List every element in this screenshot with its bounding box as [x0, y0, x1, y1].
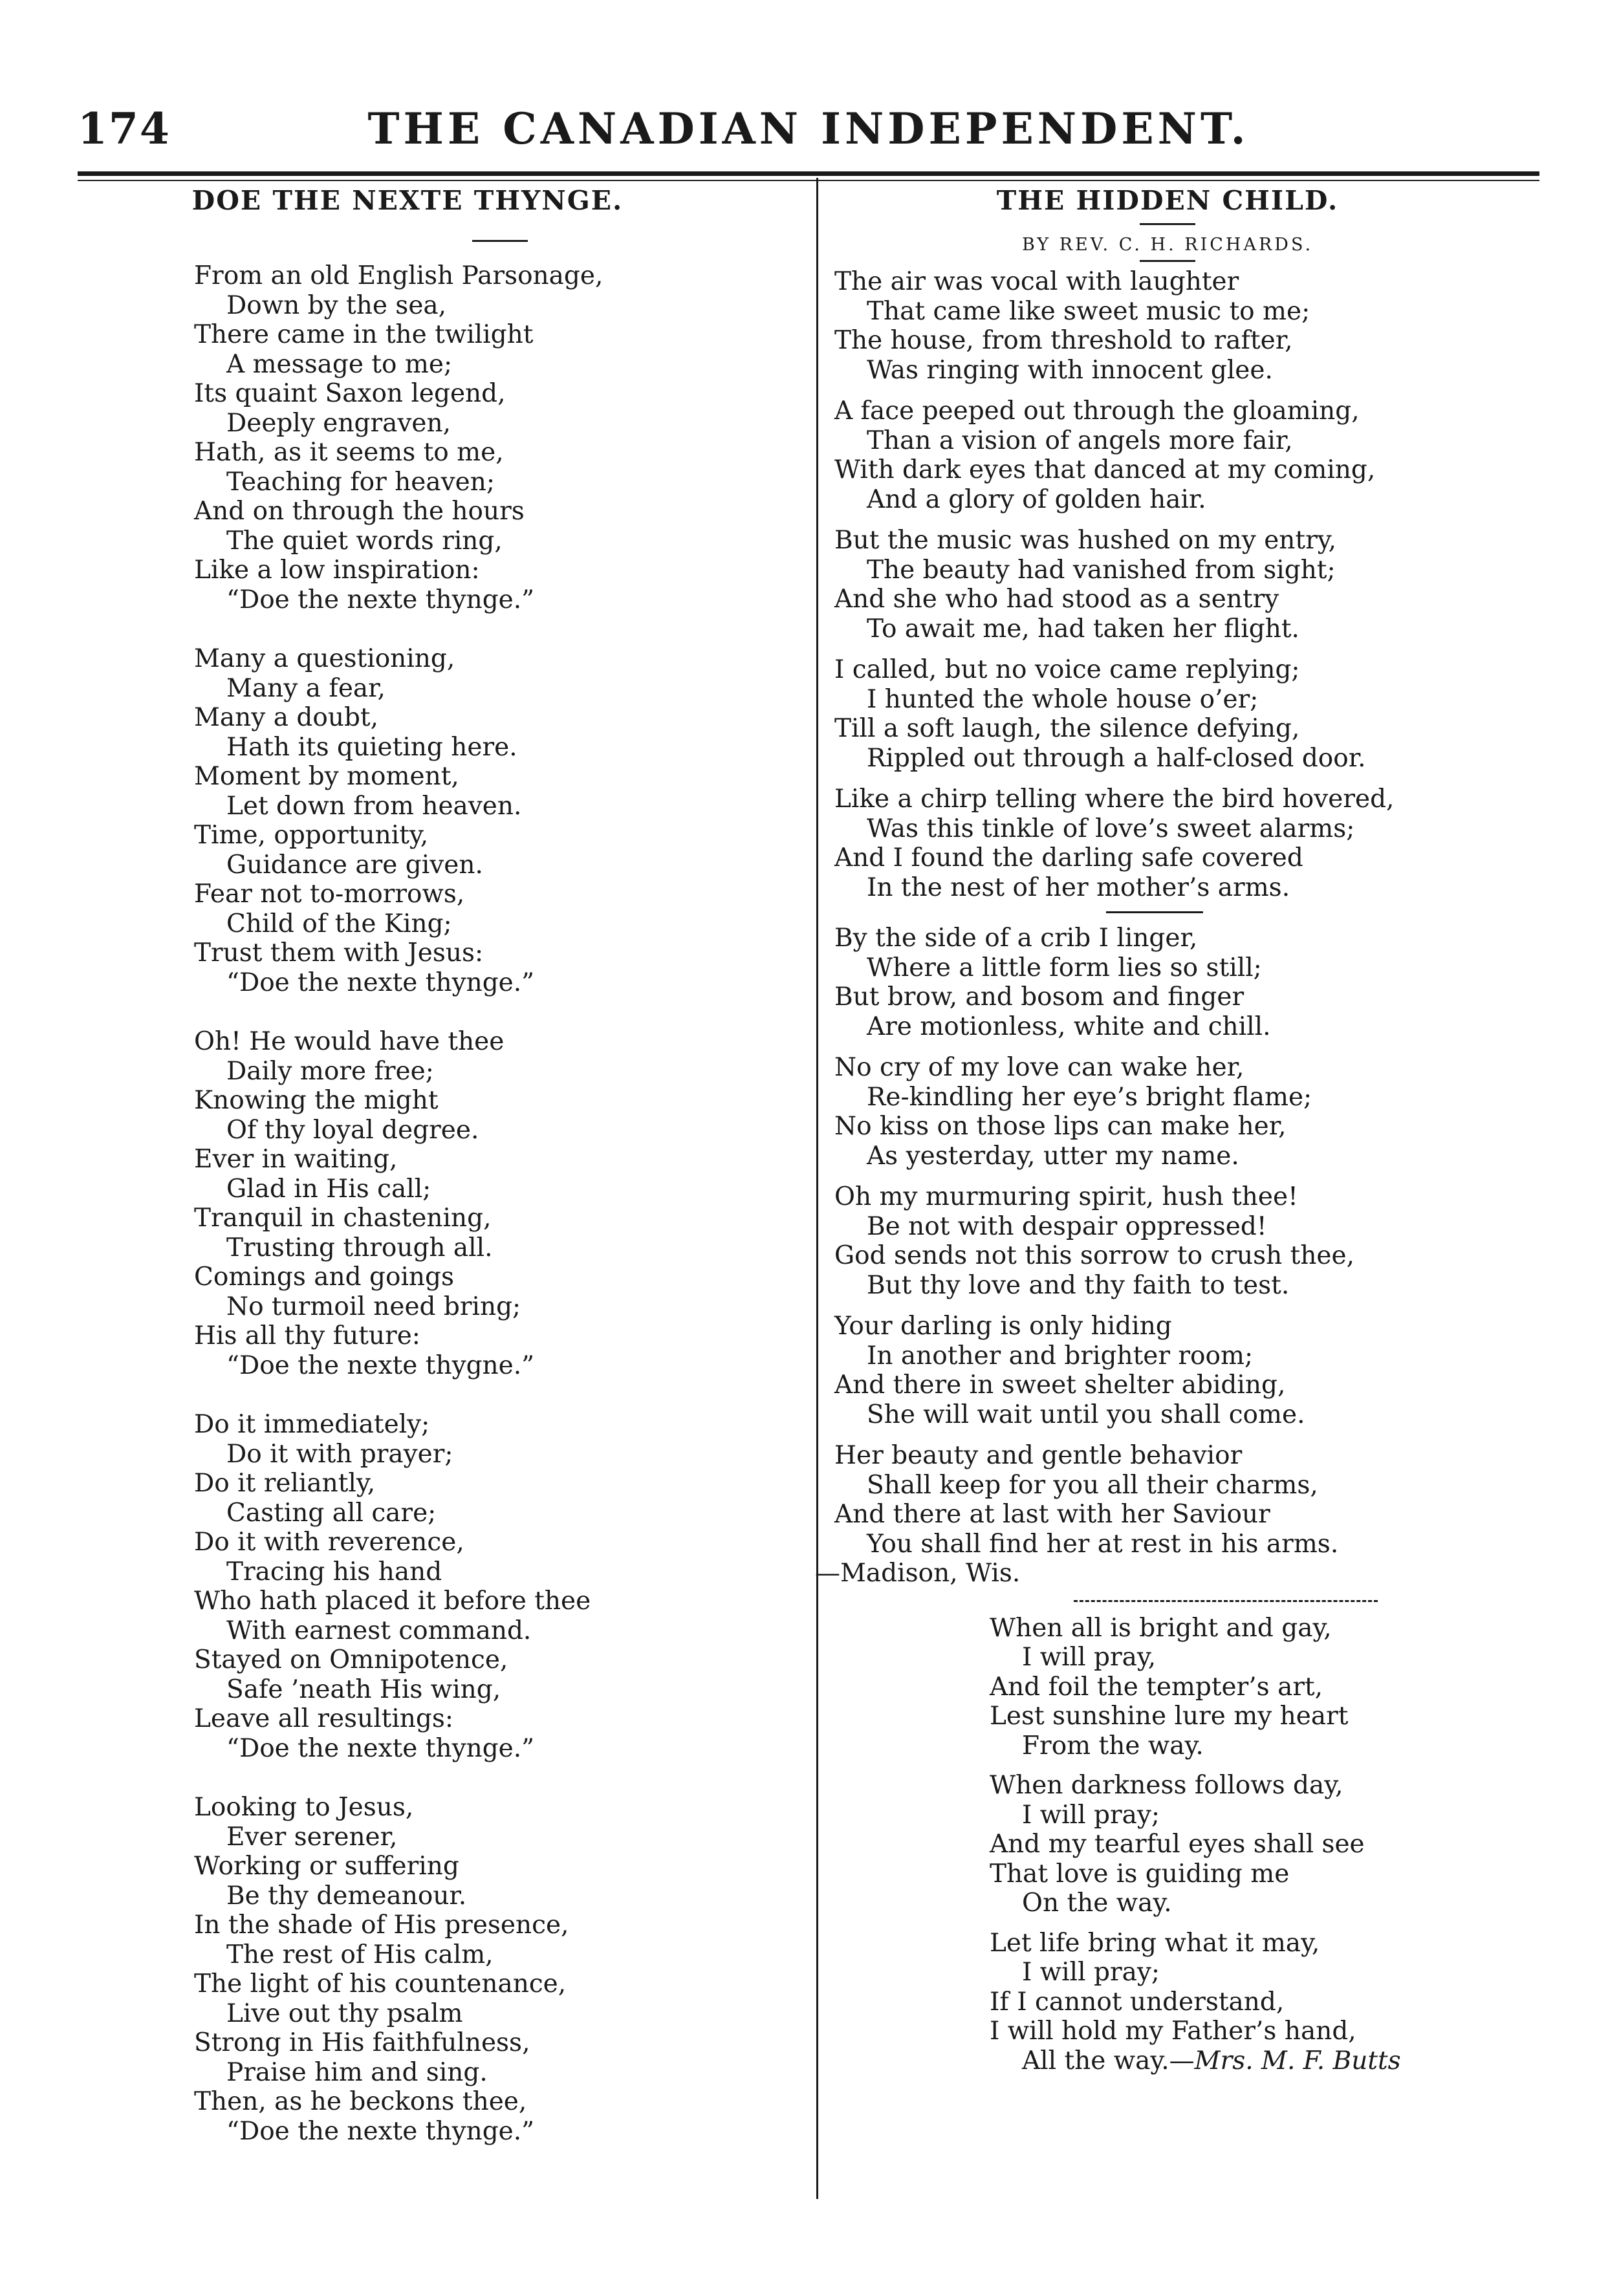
poem-line: Knowing the might: [194, 1086, 439, 1115]
poem-line: Trust them with Jesus:: [194, 938, 484, 968]
poem-line: And there at last with her Saviour: [834, 1500, 1270, 1529]
stanza: [194, 1027, 809, 1380]
stanza: [990, 1929, 1539, 2076]
poem-line: Fear not to-morrows,: [194, 880, 465, 909]
stanza: [834, 1182, 1539, 1300]
poem-body-part-1: [834, 267, 1539, 902]
poem-line: Many a fear,: [226, 673, 386, 703]
poem-line: Her beauty and gentle behavior: [834, 1441, 1243, 1470]
poem-line: Like a low inspiration:: [194, 556, 480, 585]
poem-line: When darkness follows day,: [990, 1771, 1343, 1800]
poem-line: But thy love and thy faith to test.: [867, 1270, 1290, 1300]
stanza: [834, 396, 1539, 514]
poem-line: Do it immediately;: [194, 1410, 430, 1439]
poem-line: From an old English Parsonage,: [194, 261, 603, 290]
poem-line: And on through the hours: [194, 497, 525, 526]
poem-line: Moment by moment,: [194, 762, 459, 791]
poem-line: I will pray,: [1022, 1643, 1157, 1672]
poem-line: Rippled out through a half-closed door.: [867, 743, 1366, 773]
poem-line: Be not with despair oppressed!: [867, 1211, 1267, 1241]
poem-line: And my tearful eyes shall see: [990, 1830, 1365, 1859]
stanza: [194, 261, 809, 614]
poem-line: And she who had stood as a sentry: [834, 585, 1279, 614]
poem-line: She will wait until you shall come.: [867, 1400, 1305, 1429]
poem-line: No cry of my love can wake her,: [834, 1053, 1244, 1082]
poem-line: Tracing his hand: [226, 1557, 442, 1587]
journal-title: THE CANADIAN INDEPENDENT.: [367, 103, 1250, 154]
poem-line: Who hath placed it before thee: [194, 1587, 591, 1616]
poem-line: In the shade of His presence,: [194, 1911, 569, 1940]
poem-line: And foil the tempter’s art,: [990, 1672, 1323, 1702]
poem-line: Deeply engraven,: [226, 408, 451, 438]
stanza: [834, 267, 1539, 385]
poem-line: I called, but no voice came replying;: [834, 655, 1300, 684]
poem-line: Let down from heaven.: [226, 791, 522, 821]
poem-line: Re-kindling her eye’s bright flame;: [867, 1082, 1312, 1112]
stanza: [834, 1441, 1539, 1559]
poem-line: Are motionless, white and chill.: [867, 1012, 1271, 1041]
page-header: [78, 97, 1539, 168]
header-rule: [78, 171, 1539, 176]
poem-line: Hath its quieting here.: [226, 732, 517, 762]
poem-line: “Doe the nexte thynge.”: [226, 968, 535, 997]
poem-line: Where a little form lies so still;: [867, 953, 1262, 982]
poem-line: When all is bright and gay,: [990, 1613, 1332, 1643]
poem-line: The quiet words ring,: [226, 526, 503, 556]
poem-line: Tranquil in chastening,: [194, 1204, 492, 1233]
poem-line: Lest sunshine lure my heart: [990, 1702, 1349, 1731]
poem-body: [194, 261, 809, 2146]
stanza: [194, 1793, 809, 2146]
poem-line: Ever serener,: [226, 1822, 398, 1852]
poem-line: Let life bring what it may,: [990, 1928, 1320, 1958]
poem-line: On the way.: [1022, 1889, 1172, 1918]
poem-line: The light of his countenance,: [194, 1969, 567, 1998]
poem-line: No turmoil need bring;: [226, 1292, 521, 1321]
poem-line: Glad in His call;: [226, 1174, 431, 1204]
poem-line: Was ringing with innocent glee.: [867, 355, 1273, 385]
poem-line: From the way.: [1022, 1731, 1204, 1760]
poem-line: Oh my murmuring spirit, hush thee!: [834, 1182, 1298, 1211]
poem-line: But the music was hushed on my entry,: [834, 526, 1336, 555]
poem-line: I will hold my Father’s hand,: [990, 2017, 1356, 2046]
author-attribution: Mrs. M. F. Butts: [1194, 2046, 1401, 2075]
poem-line: A message to me;: [226, 349, 453, 379]
poem-line: Stayed on Omnipotence,: [194, 1645, 508, 1674]
poem-line: Time, opportunity,: [194, 821, 429, 850]
poem-line: “Doe the nexte thynge.”: [226, 2116, 535, 2146]
poem-line: With earnest command.: [226, 1616, 532, 1645]
stanza: [834, 785, 1539, 902]
poem-line: Then, as he beckons thee,: [194, 2087, 527, 2116]
poem-line: There came in the twilight: [194, 320, 534, 349]
poem-line: With dark eyes that danced at my coming,: [834, 455, 1376, 484]
poem-line: Till a soft laugh, the silence defying,: [834, 714, 1300, 743]
poem-line: By the side of a crib I linger,: [834, 924, 1198, 953]
poem-line: That came like sweet music to me;: [867, 296, 1310, 326]
poem-line: Many a questioning,: [194, 644, 455, 673]
poem-line: To await me, had taken her flight.: [867, 614, 1299, 644]
poem-line: Its quaint Saxon legend,: [194, 379, 506, 408]
poem-line: Was this tinkle of love’s sweet alarms;: [867, 814, 1355, 843]
poem-line: Guidance are given.: [226, 850, 483, 880]
poem-line: A face peeped out through the gloaming,: [834, 396, 1360, 426]
poem-line: That love is guiding me: [990, 1859, 1290, 1889]
poem-line: Comings and goings: [194, 1262, 455, 1292]
poem-line: Do it reliantly,: [194, 1469, 376, 1498]
poem-line: Shall keep for you all their charms,: [867, 1470, 1318, 1500]
byline: BY REV. C. H. RICHARDS.: [1021, 235, 1314, 255]
poem-line: Your darling is only hiding: [834, 1312, 1172, 1341]
poem-line: Leave all resultings:: [194, 1704, 454, 1733]
poem-line: Than a vision of angels more fair,: [867, 426, 1293, 455]
poem-line: And a glory of golden hair.: [867, 484, 1206, 514]
left-column: [191, 184, 809, 2146]
poem-line: If I cannot understand,: [990, 1987, 1285, 2017]
poem-line: Hath, as it seems to me,: [194, 438, 504, 467]
poem-line: Strong in His faithfulness,: [194, 2028, 530, 2057]
stanza: [834, 924, 1539, 1041]
poem-line: And there in sweet shelter abiding,: [834, 1370, 1286, 1400]
poem-line: Trusting through all.: [226, 1233, 493, 1262]
poem-line: Casting all care;: [226, 1498, 437, 1528]
header-rule-thin: [78, 180, 1539, 181]
stanza: [834, 655, 1539, 773]
poem-line: Child of the King;: [226, 909, 452, 938]
poem-line: “Doe the nexte thynge.”: [226, 1733, 535, 1763]
poem-body-part-2: [834, 924, 1539, 1559]
poem-title-doe-the-nexte-thynge: DOE THE NEXTE THYNGE.: [191, 185, 624, 216]
page-number: 174: [78, 103, 171, 154]
poem-line: But brow, and bosom and finger: [834, 982, 1244, 1012]
stanza: [834, 526, 1539, 644]
poem-line: Oh! He would have thee: [194, 1027, 505, 1056]
poem-line: No kiss on those lips can make her,: [834, 1112, 1287, 1141]
poem-line: Live out thy psalm: [226, 1998, 463, 2028]
poem-line: Praise him and sing.: [226, 2057, 488, 2087]
poem-line: Do it with prayer;: [226, 1439, 453, 1469]
poem-line: I hunted the whole house o’er;: [867, 684, 1259, 714]
stanza: [834, 1312, 1539, 1429]
poem-line: Working or suffering: [194, 1852, 459, 1881]
column-divider: [816, 178, 818, 2199]
poem-line: Down by the sea,: [226, 290, 447, 320]
poem-line: You shall find her at rest in his arms.: [867, 1529, 1339, 1559]
poem-line-final: [990, 2046, 1539, 2076]
poem-line: His all thy future:: [194, 1321, 420, 1350]
poem-line: I will pray;: [1022, 1800, 1160, 1830]
stanza: [194, 644, 809, 997]
poem-line: Safe ’neath His wing,: [226, 1674, 501, 1704]
poem-line: And I found the darling safe covered: [834, 843, 1303, 872]
poem-line: The air was vocal with laughter: [834, 267, 1239, 296]
right-column: [815, 184, 1539, 2075]
poem-line: Of thy loyal degree.: [226, 1115, 479, 1145]
poem-line: “Doe the nexte thynge.”: [226, 585, 535, 614]
final-line-text: All the way.—: [1022, 2046, 1195, 2075]
stanza: [194, 1410, 809, 1763]
poem-title-hidden-child: THE HIDDEN CHILD.: [996, 185, 1339, 216]
poem-line: Do it with reverence,: [194, 1528, 464, 1557]
stanza: [834, 1053, 1539, 1171]
stanza: [990, 1614, 1539, 1761]
poem-line: The rest of His calm,: [226, 1940, 494, 1969]
poem-line: “Doe the nexte thygne.”: [226, 1350, 535, 1380]
place-signature: —Madison, Wis.: [815, 1559, 1021, 1588]
poem-line: Ever in waiting,: [194, 1145, 398, 1174]
poem-line: The house, from threshold to rafter,: [834, 326, 1293, 355]
poem-line: God sends not this sorrow to crush thee,: [834, 1241, 1354, 1270]
stanza: [990, 1771, 1539, 1918]
poem-line: In another and brighter room;: [867, 1341, 1254, 1370]
poem-line: Like a chirp telling where the bird hovered,: [834, 785, 1395, 814]
poem-line: Be thy demeanour.: [226, 1881, 467, 1911]
poem-line: Looking to Jesus,: [194, 1793, 414, 1822]
poem-line: As yesterday, utter my name.: [867, 1141, 1239, 1171]
poem-line: I will pray;: [1022, 1958, 1160, 1987]
poem-line: Many a doubt,: [194, 703, 378, 732]
poem-line: Teaching for heaven;: [226, 467, 495, 497]
poem-line: In the nest of her mother’s arms.: [867, 872, 1290, 902]
poem-line: Daily more free;: [226, 1056, 434, 1086]
poem-line: The beauty had vanished from sight;: [867, 555, 1336, 585]
prayer-poem: [834, 1614, 1539, 2076]
